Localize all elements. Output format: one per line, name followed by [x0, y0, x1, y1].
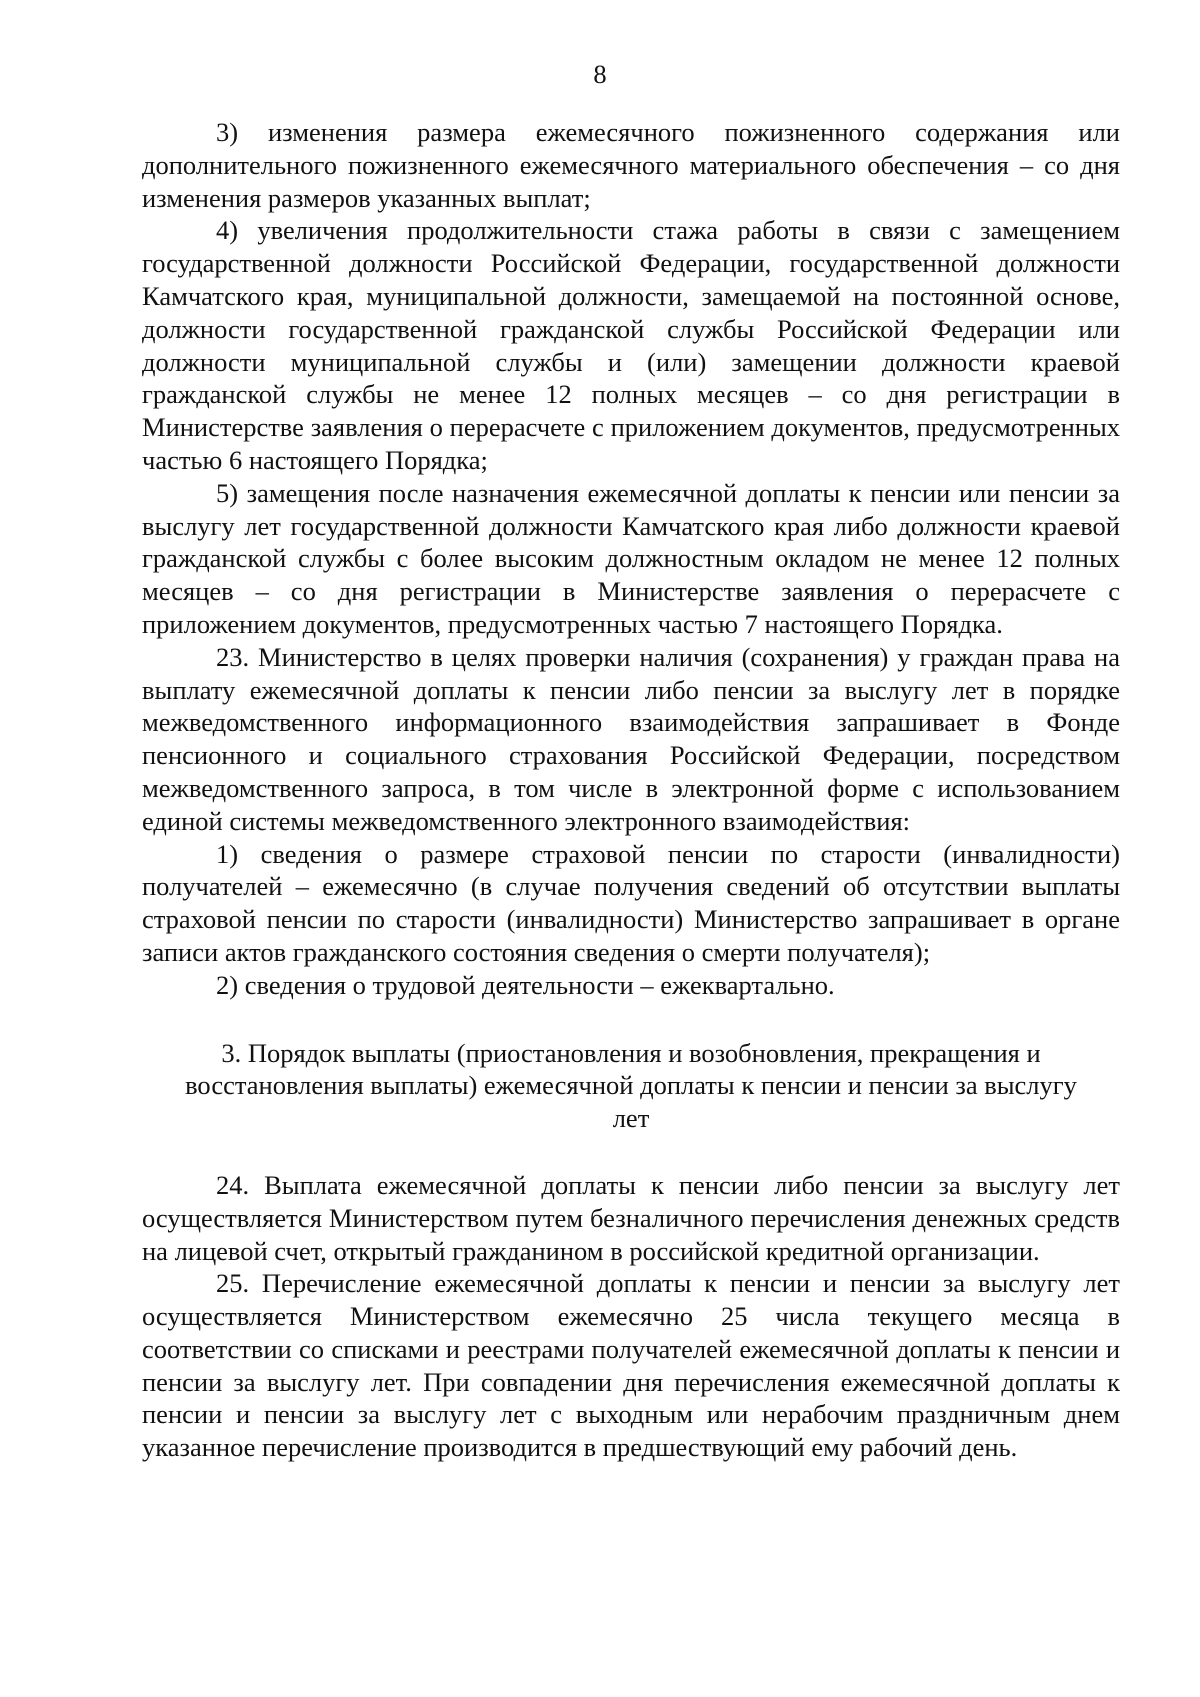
section-heading: 3. Порядок выплаты (приостановления и возобновления, прекращения и восстановления выплаты) ежемесячной доплаты к пенсии и пенсии за выслугу лет [185, 1037, 1077, 1134]
paragraph-25: 25. Перечисление ежемесячной доплаты к пенсии и пенсии за выслугу лет осуществляется Министерством ежемесячно 25 числа текущего месяца в соответствии со списками и реестрами получателей ежемесячной доплаты к пенсии и пенсии за выслугу лет. При совпадении дня перечисления ежемесячной доплаты к пенсии и пенсии за выслугу лет с выходным или нерабочим праздничным днем указанное перечисление производится в предшествующий ему рабочий день. [142, 1268, 1120, 1463]
paragraph-item-4: 4) увеличения продолжительности стажа работы в связи с замещением государственной должности Российской Федерации, государственной должности Камчатского края, муниципальной должности, замещаемой на постоянной основе, должности государственной гражданской службы Российской Федерации или должности муниципальной службы и (или) замещении должности краевой гражданской службы не менее 12 полных месяцев – со дня регистрации в Министерстве заявления о перерасчете с приложением документов, предусмотренных частью 6 настоящего Порядка; [142, 215, 1120, 475]
paragraph-23-item-2: 2) сведения о трудовой деятельности – ежеквартально. [216, 969, 835, 1000]
paragraph-24: 24. Выплата ежемесячной доплаты к пенсии либо пенсии за выслугу лет осуществляется Министерством путем безналичного перечисления денежных средств на лицевой счет, открытый гражданином в российской кредитной организации. [142, 1169, 1120, 1266]
paragraph-item-3: 3) изменения размера ежемесячного пожизненного содержания или дополнительного пожизненного ежемесячного материального обеспечения – со дня изменения размеров указанных выплат; [142, 117, 1120, 213]
paragraph-23-item-1: 1) сведения о размере страховой пенсии по старости (инвалидности) получателей – ежемесячно (в случае получения сведений об отсутствии выплаты страховой пенсии по старости (инвалидности) Министерство запрашивает в органе записи актов гражданского состояния сведения о смерти получателя); [142, 838, 1120, 967]
paragraph-23: 23. Министерство в целях проверки наличия (сохранения) у граждан права на выплату ежемесячной доплаты к пенсии либо пенсии за выслугу лет в порядке межведомственного информационного взаимодействия запрашивает в Фонде пенсионного и социального страхования Российской Федерации, посредством межведомственного запроса, в том числе в электронной форме с использованием единой системы межведомственного электронного взаимодействия: [142, 641, 1120, 836]
page-number: 8 [593, 59, 607, 89]
document-body [142, 116, 1120, 1464]
paragraph-item-5: 5) замещения после назначения ежемесячной доплаты к пенсии или пенсии за выслугу лет государственной должности Камчатского края либо должности краевой гражданской службы с более высоким должностным окладом не менее 12 полных месяцев – со дня регистрации в Министерстве заявления о перерасчете с приложением документов, предусмотренных частью 7 настоящего Порядка. [142, 477, 1120, 639]
